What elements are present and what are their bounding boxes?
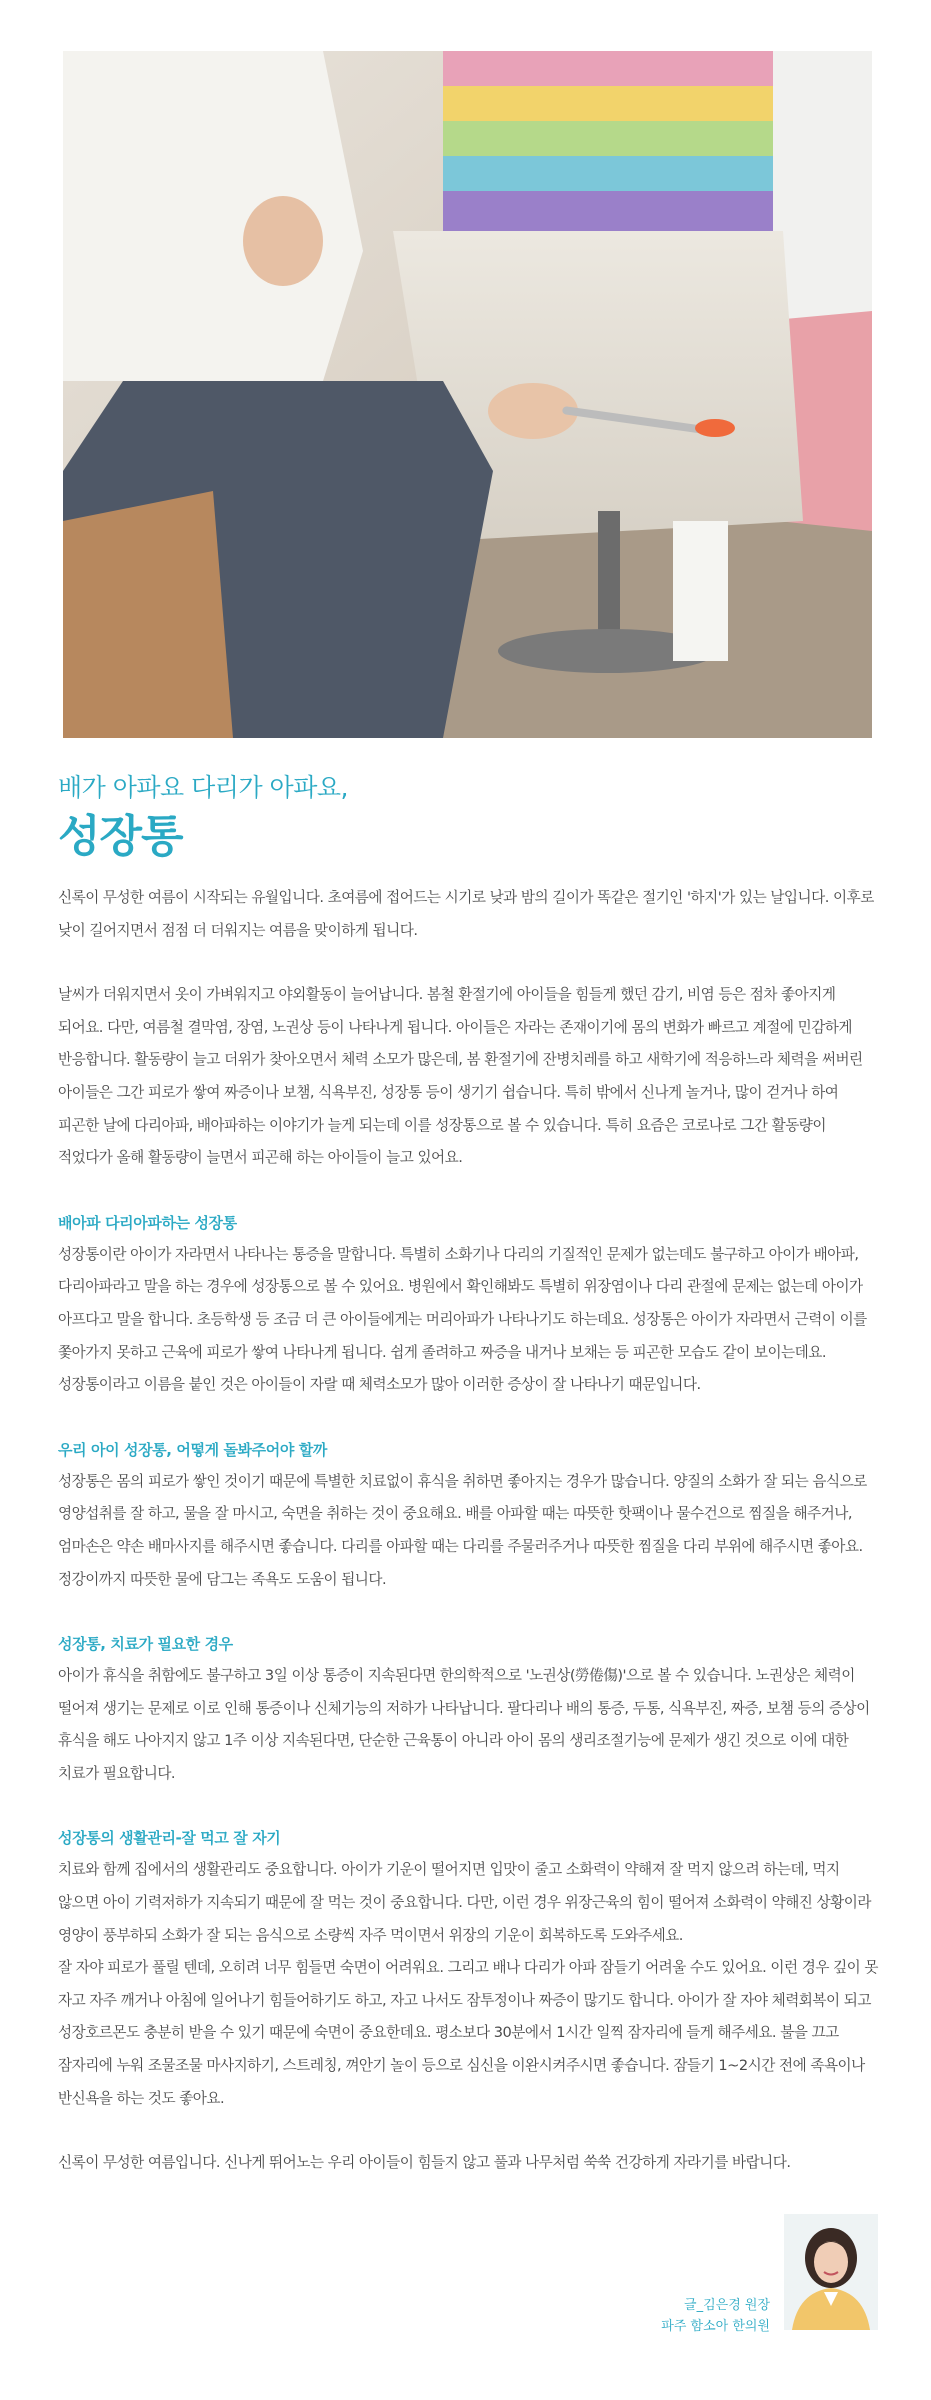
section-paragraph: 성장통이란 아이가 자라면서 나타나는 통증을 말합니다. 특별히 소화기나 다리의 기질적인 문제가 없는데도 불구하고 아이가 배아파, 다리아파라고 말을 하는 경우에 성장통으로 볼 수 있어요. 병원에서 확인해봐도 특별히 위장염이나 다리 관절에 문제는 없는데 아이가 아프다고 말을 합니다. 초등학생 등 조금 더 큰 아이들에게는 머리아파가 나타나기도 하는데요. 성장통은 아이가 자라면서 근력이 이를 쫓아가지 못하고 근육에 피로가 쌓여 나타나게 됩니다. 쉽게 졸려하고 짜증을 내거나 보채는 등 피곤한 모습도 같이 보이는데요. 성장통이라고 이름을 붙인 것은 아이들이 자랄 때 체력소모가 많아 이러한 증상이 잘 나타나기 때문입니다. — [58, 1245, 867, 1394]
author-clinic: 파주 함소아 한의원 — [661, 2319, 770, 2334]
section-paragraph: 아이가 휴식을 취함에도 불구하고 3일 이상 통증이 지속된다면 한의학적으로 '노권상(勞倦傷)'으로 볼 수 있습니다. 노권상은 체력이 떨어져 생기는 문제로 이로 인해 통증이나 신체기능의 저하가 나타납니다. 팔다리나 배의 통증, 두통, 식욕부진, 짜증, 보챔 등의 증상이 휴식을 해도 나아지지 않고 1주 이상 지속된다면, 단순한 근육통이 아니라 아이 몸의 생리조절기능에 문제가 생긴 것으로 이에 대한 치료가 필요합니다. — [58, 1667, 870, 1782]
author-name: 글_김은경 원장 — [684, 2298, 770, 2313]
article-body — [58, 882, 880, 2180]
section-paragraph: 잘 자야 피로가 풀릴 텐데, 오히려 너무 힘들면 숙면이 어려워요. 그리고 배나 다리가 아파 잠들기 어려울 수도 있어요. 이런 경우 깊이 못 자고 자주 깨거나 아침에 일어나기 힘들어하기도 하고, 자고 나서도 잠투정이나 짜증이 많기도 합니다. 아이가 잘 자야 체력회복이 되고 성장호르몬도 충분히 받을 수 있기 때문에 숙면이 중요한데요. 평소보다 30분에서 1시간 일찍 잠자리에 들게 해주세요. 불을 끄고 잠자리에 누워 조물조물 마사지하기, 스트레칭, 껴안기 놀이 등으로 심신을 이완시켜주시면 좋습니다. 잠들기 1~2시간 전에 족욕이나 반신욕을 하는 것도 좋아요. — [58, 1959, 879, 2107]
hero-image — [63, 51, 872, 738]
section-heading: 우리 아이 성장통, 어떻게 돌봐주어야 할까 — [58, 1440, 327, 1459]
author-credit — [560, 2295, 770, 2337]
article-subtitle: 배가 아파요 다리가 아파요, — [58, 773, 348, 802]
section-paragraph: 치료와 함께 집에서의 생활관리도 중요합니다. 아이가 기운이 떨어지면 입맛이 줄고 소화력이 약해져 잘 먹지 않으려 하는데, 먹지 않으면 아이 기력저하가 지속되기 때문에 잘 먹는 것이 중요합니다. 다만, 이런 경우 위장근육의 힘이 떨어져 소화력이 약해진 상황이라 영양이 풍부하되 소화가 잘 되는 음식으로 소량씩 자주 먹이면서 위장의 기운이 회복하도록 도와주세요. — [58, 1861, 871, 1944]
article-title: 성장통 — [58, 811, 183, 862]
author-portrait — [784, 2214, 878, 2330]
section-heading: 배아파 다리아파하는 성장통 — [58, 1213, 237, 1232]
section-heading: 성장통의 생활관리-잘 먹고 잘 자기 — [58, 1829, 281, 1848]
closing-paragraph: 신록이 무성한 여름입니다. 신나게 뛰어노는 우리 아이들이 힘들지 않고 풀과 나무처럼 쑥쑥 건강하게 자라기를 바랍니다. — [58, 2154, 791, 2172]
article-header — [58, 771, 878, 867]
intro-paragraph: 신록이 무성한 여름이 시작되는 유월입니다. 초여름에 접어드는 시기로 낮과 밤의 길이가 똑같은 절기인 '하지'가 있는 날입니다. 이후로 낮이 길어지면서 점점 더 더워지는 여름을 맞이하게 됩니다. — [58, 889, 874, 939]
section-paragraph: 성장통은 몸의 피로가 쌓인 것이기 때문에 특별한 치료없이 휴식을 취하면 좋아지는 경우가 많습니다. 양질의 소화가 잘 되는 음식으로 영양섭취를 잘 하고, 물을 잘 마시고, 숙면을 취하는 것이 중요해요. 배를 아파할 때는 따뜻한 핫팩이나 물수건으로 찜질을 해주거나, 엄마손은 약손 배마사지를 해주시면 좋습니다. 다리를 아파할 때는 다리를 주물러주거나 따뜻한 찜질을 다리 부위에 해주시면 좋아요. 정강이까지 따뜻한 물에 담그는 족욕도 도움이 됩니다. — [58, 1472, 867, 1588]
section-heading: 성장통, 치료가 필요한 경우 — [58, 1635, 233, 1654]
intro-paragraph: 날씨가 더워지면서 옷이 가벼워지고 야외활동이 늘어납니다. 봄철 환절기에 아이들을 힘들게 했던 감기, 비염 등은 점차 좋아지게 되어요. 다만, 여름철 결막염, 장염, 노권상 등이 나타나게 됩니다. 아이들은 자라는 존재이기에 몸의 변화가 빠르고 계절에 민감하게 반응합니다. 활동량이 늘고 더위가 찾아오면서 체력 소모가 많은데, 봄 환절기에 잔병치레를 하고 새학기에 적응하느라 체력을 써버린 아이들은 그간 피로가 쌓여 짜증이나 보챔, 식욕부진, 성장통 등이 생기기 쉽습니다. 특히 밖에서 신나게 놀거나, 많이 걷거나 하여 피곤한 날에 다리아파, 배아파하는 이야기가 늘게 되는데 이를 성장통으로 볼 수 있습니다. 특히 요즘은 코로나로 그간 활동량이 적었다가 올해 활동량이 늘면서 피곤해 하는 아이들이 늘고 있어요. — [58, 986, 863, 1167]
